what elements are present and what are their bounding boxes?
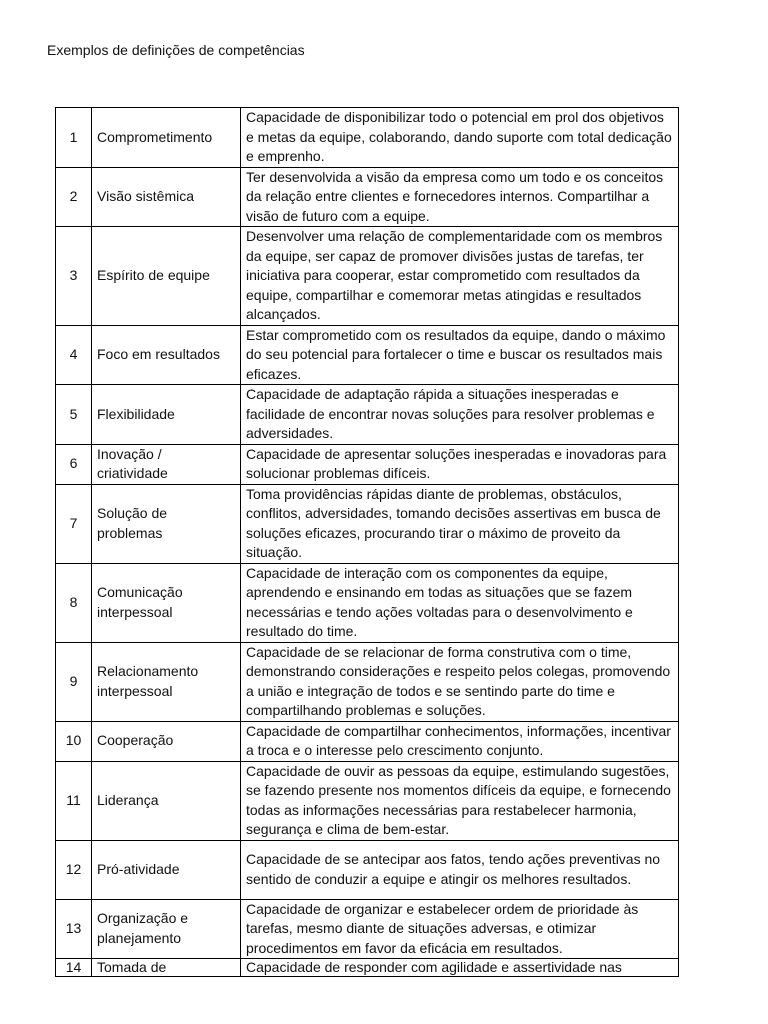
competency-description: Capacidade de responder com agilidade e assertividade nas (241, 959, 679, 977)
table-row (56, 899, 679, 959)
row-number: 3 (56, 227, 92, 326)
row-number: 7 (56, 484, 92, 563)
competency-description: Capacidade de interação com os componentes da equipe, aprendendo e ensinando em todas as situações que se fazem necessárias e tendo ações voltadas para o desenvolvimento e resultado do time. (241, 563, 679, 642)
row-number: 2 (56, 167, 92, 227)
competency-description: Desenvolver uma relação de complementaridade com os membros da equipe, ser capaz de promover divisões justas de tarefas, ter iniciativa para cooperar, estar comprometido com resultados da equipe, compartilhar e comemorar metas atingidas e resultados alcançados. (241, 227, 679, 326)
row-number: 6 (56, 444, 92, 484)
competency-name: Relacionamento interpessoal (92, 642, 241, 721)
competencies-table (55, 107, 679, 977)
row-number: 14 (56, 959, 92, 977)
competency-description: Capacidade de organizar e estabelecer ordem de prioridade às tarefas, mesmo diante de situações adversas, e otimizar procedimentos em favor da eficácia em resultados. (241, 899, 679, 959)
competency-name: Comprometimento (92, 108, 241, 168)
competency-name: Solução de problemas (92, 484, 241, 563)
row-number: 5 (56, 385, 92, 445)
row-number: 8 (56, 563, 92, 642)
competency-description: Capacidade de compartilhar conhecimentos, informações, incentivar a troca e o interesse pelo crescimento conjunto. (241, 721, 679, 761)
competency-description: Capacidade de adaptação rápida a situações inesperadas e facilidade de encontrar novas soluções para resolver problemas e adversidades. (241, 385, 679, 445)
row-number: 13 (56, 899, 92, 959)
table-row (56, 563, 679, 642)
competency-description: Toma providências rápidas diante de problemas, obstáculos, conflitos, adversidades, tomando decisões assertivas em busca de soluções eficazes, procurando tirar o máximo de proveito da situação. (241, 484, 679, 563)
competency-name: Flexibilidade (92, 385, 241, 445)
competency-description: Capacidade de apresentar soluções inesperadas e inovadoras para solucionar problemas difíceis. (241, 444, 679, 484)
table-row (56, 444, 679, 484)
table-row (56, 761, 679, 840)
competency-name: Inovação / criatividade (92, 444, 241, 484)
table-row (56, 167, 679, 227)
competency-name: Pró-atividade (92, 840, 241, 899)
competency-name: Liderança (92, 761, 241, 840)
row-number: 9 (56, 642, 92, 721)
row-number: 12 (56, 840, 92, 899)
table-row (56, 484, 679, 563)
competency-name: Foco em resultados (92, 325, 241, 385)
row-number: 10 (56, 721, 92, 761)
competency-description: Capacidade de se antecipar aos fatos, tendo ações preventivas no sentido de conduzir a equipe e atingir os melhores resultados. (241, 840, 679, 899)
table-row (56, 840, 679, 899)
competency-description: Capacidade de ouvir as pessoas da equipe, estimulando sugestões, se fazendo presente nos momentos difíceis da equipe, e fornecendo todas as informações necessárias para restabelecer harmonia, segurança e clima de bem-estar. (241, 761, 679, 840)
table-row (56, 108, 679, 168)
competency-name: Organização e planejamento (92, 899, 241, 959)
page-title: Exemplos de definições de competências (47, 42, 305, 58)
table-row (56, 325, 679, 385)
row-number: 11 (56, 761, 92, 840)
competency-name: Tomada de (92, 959, 241, 977)
competency-name: Cooperação (92, 721, 241, 761)
table-row (56, 642, 679, 721)
row-number: 1 (56, 108, 92, 168)
competency-description: Capacidade de disponibilizar todo o potencial em prol dos objetivos e metas da equipe, colaborando, dando suporte com total dedicação e emprenho. (241, 108, 679, 168)
row-number: 4 (56, 325, 92, 385)
competency-name: Comunicação interpessoal (92, 563, 241, 642)
competency-description: Ter desenvolvida a visão da empresa como um todo e os conceitos da relação entre clientes e fornecedores internos. Compartilhar a visão de futuro com a equipe. (241, 167, 679, 227)
competency-description: Capacidade de se relacionar de forma construtiva com o time, demonstrando considerações e respeito pelos colegas, promovendo a união e integração de todos e se sentindo parte do time e compartilhando problemas e soluções. (241, 642, 679, 721)
table-row (56, 227, 679, 326)
table-row (56, 385, 679, 445)
table-row (56, 959, 679, 977)
competency-name: Espírito de equipe (92, 227, 241, 326)
competency-description: Estar comprometido com os resultados da equipe, dando o máximo do seu potencial para fortalecer o time e buscar os resultados mais eficazes. (241, 325, 679, 385)
competency-name: Visão sistêmica (92, 167, 241, 227)
table-row (56, 721, 679, 761)
